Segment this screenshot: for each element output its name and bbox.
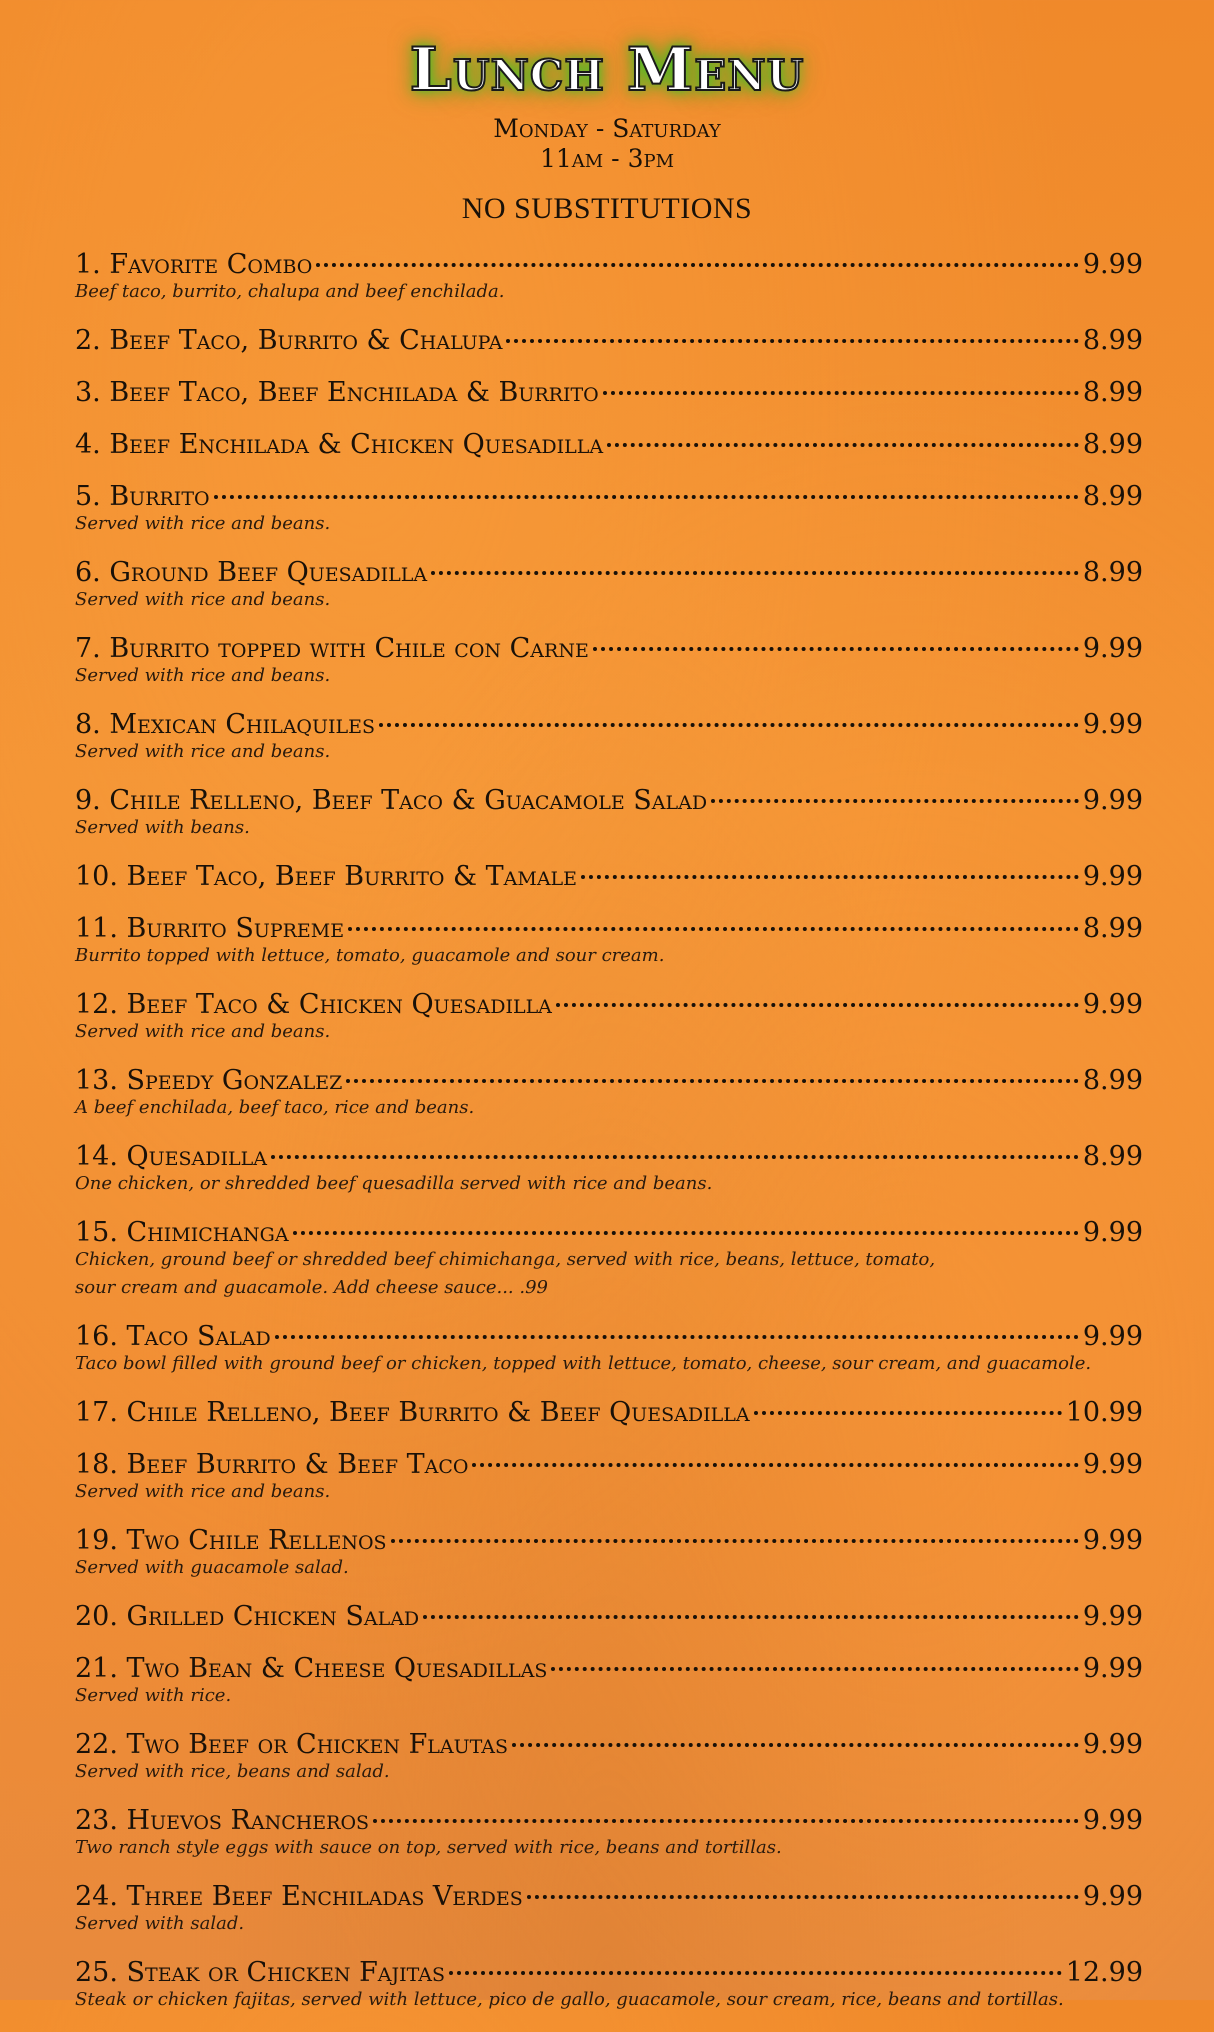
service-days: Monday - Saturday (493, 114, 721, 143)
menu-item-row (75, 784, 1143, 818)
menu-item-description: Beef taco, burrito, chalupa and beef enchilada. (75, 281, 505, 302)
menu-item (75, 632, 1143, 690)
menu-item-name: 18. Beef Burrito & Beef Taco (75, 1449, 469, 1480)
dot-leader (379, 723, 1079, 727)
menu-item-name: 19. Two Chile Rellenos (75, 1525, 387, 1556)
menu-item-name: 3. Beef Taco, Beef Enchilada & Burrito (75, 377, 599, 408)
menu-item-description: Served with beans. (75, 817, 250, 838)
no-substitutions-notice: NO SUBSTITUTIONS (461, 192, 753, 225)
menu-item-row (75, 480, 1143, 514)
menu-item-description: Served with rice and beans. (75, 1021, 331, 1042)
menu-item (75, 1804, 1143, 1862)
menu-item-name: 13. Speedy Gonzalez (75, 1065, 343, 1096)
menu-item-description: Served with rice and beans. (75, 513, 331, 534)
menu-item-name: 2. Beef Taco, Burrito & Chalupa (75, 325, 503, 356)
menu-item (75, 1064, 1143, 1122)
menu-header (0, 35, 1214, 226)
menu-item-price: 9.99 (1082, 1217, 1143, 1248)
menu-item-row (75, 1804, 1143, 1838)
dot-leader (593, 647, 1079, 651)
menu-item (75, 376, 1143, 410)
dot-leader (316, 263, 1079, 267)
dot-leader (271, 1155, 1079, 1159)
menu-item-description: Served with rice and beans. (75, 665, 331, 686)
menu-item-price: 9.99 (1082, 1805, 1143, 1836)
menu-item-name: 4. Beef Enchilada & Chicken Quesadilla (75, 429, 604, 460)
dot-leader (581, 875, 1079, 879)
menu-item-name: 1. Favorite Combo (75, 249, 313, 280)
menu-item-name: 8. Mexican Chilaquiles (75, 709, 376, 740)
page-title: Lunch Menu (409, 35, 805, 105)
menu-item-row (75, 1524, 1143, 1558)
menu-item-row (75, 1320, 1143, 1354)
menu-item-name: 12. Beef Taco & Chicken Quesadilla (75, 989, 552, 1020)
menu-item-row (75, 556, 1143, 590)
menu-item-description: A beef enchilada, beef taco, rice and beans. (75, 1097, 475, 1118)
menu-item-row (75, 1216, 1143, 1250)
dot-leader (449, 1971, 1062, 1975)
menu-item-price: 9.99 (1082, 1449, 1143, 1480)
dot-leader (275, 1335, 1079, 1339)
menu-item-name: 9. Chile Relleno, Beef Taco & Guacamole Salad (75, 785, 708, 816)
dot-leader (607, 443, 1079, 447)
menu-item-row (75, 376, 1143, 410)
menu-item-name: 22. Two Beef or Chicken Flautas (75, 1729, 509, 1760)
menu-item-price: 8.99 (1082, 325, 1143, 356)
menu-item-row (75, 1064, 1143, 1098)
menu-item-description: Burrito topped with lettuce, tomato, guacamole and sour cream. (75, 945, 665, 966)
dot-leader (527, 1895, 1079, 1899)
menu-item-name: 20. Grilled Chicken Salad (75, 1601, 420, 1632)
menu-item-row (75, 988, 1143, 1022)
menu-item-row (75, 1600, 1143, 1634)
menu-item-description: One chicken, or shredded beef quesadilla served with rice and beans. (75, 1173, 713, 1194)
menu-item (75, 912, 1143, 970)
menu-item-row (75, 912, 1143, 946)
dot-leader (711, 799, 1079, 803)
menu-item-description: Served with guacamole salad. (75, 1557, 349, 1578)
menu-item (75, 1524, 1143, 1582)
menu-item-price: 9.99 (1082, 249, 1143, 280)
menu-item-name: 17. Chile Relleno, Beef Burrito & Beef Quesadilla (75, 1397, 750, 1428)
menu-item-description: Two ranch style eggs with sauce on top, served with rice, beans and tortillas. (75, 1837, 782, 1858)
menu-item-name: 11. Burrito Supreme (75, 913, 345, 944)
menu-item-price: 12.99 (1065, 1957, 1143, 1988)
menu-item-name: 7. Burrito topped with Chile con Carne (75, 633, 589, 664)
menu-item-price: 8.99 (1082, 429, 1143, 460)
menu-item (75, 1600, 1143, 1634)
menu-item-description: Served with rice, beans and salad. (75, 1761, 390, 1782)
dot-leader (754, 1411, 1062, 1415)
menu-item-row (75, 324, 1143, 358)
dot-leader (346, 1079, 1079, 1083)
menu-item (75, 1448, 1143, 1506)
menu-item (75, 1396, 1143, 1430)
menu-item-name: 25. Steak or Chicken Fajitas (75, 1957, 446, 1988)
menu-item-row (75, 1652, 1143, 1686)
menu-item (75, 1140, 1143, 1198)
menu-item-row (75, 1880, 1143, 1914)
dot-leader (348, 927, 1079, 931)
menu-item-row (75, 1728, 1143, 1762)
menu-item-name: 16. Taco Salad (75, 1321, 271, 1352)
menu-item-description: Chicken, ground beef or shredded beef chimichanga, served with rice, beans, lettuce, tomato, sour cream and guacamole. Add cheese sauce... .99 (75, 1249, 936, 1298)
menu-item-price: 9.99 (1082, 1729, 1143, 1760)
menu-list (75, 248, 1143, 2032)
dot-leader (506, 339, 1078, 343)
menu-item (75, 248, 1143, 306)
menu-item-price: 9.99 (1082, 1653, 1143, 1684)
menu-item-row (75, 1140, 1143, 1174)
menu-item-description: Served with rice and beans. (75, 741, 331, 762)
menu-item (75, 1880, 1143, 1938)
menu-item-name: 15. Chimichanga (75, 1217, 289, 1248)
dot-leader (391, 1539, 1079, 1543)
menu-item-price: 9.99 (1082, 1601, 1143, 1632)
menu-item-price: 9.99 (1082, 989, 1143, 1020)
menu-item (75, 784, 1143, 842)
menu-item (75, 708, 1143, 766)
menu-item-row (75, 632, 1143, 666)
menu-item-name: 24. Three Beef Enchiladas Verdes (75, 1881, 523, 1912)
menu-item (75, 1320, 1143, 1378)
dot-leader (373, 1819, 1079, 1823)
menu-item-price: 8.99 (1082, 557, 1143, 588)
menu-item-name: 14. Quesadilla (75, 1141, 267, 1172)
menu-item (75, 1956, 1143, 2014)
dot-leader (556, 1003, 1079, 1007)
menu-item-price: 8.99 (1082, 1141, 1143, 1172)
menu-item-price: 9.99 (1082, 1525, 1143, 1556)
dot-leader (551, 1667, 1079, 1671)
menu-item-description: Served with rice and beans. (75, 589, 331, 610)
menu-item-price: 9.99 (1082, 1321, 1143, 1352)
menu-item-row (75, 1396, 1143, 1430)
menu-item-row (75, 248, 1143, 282)
dot-leader (423, 1615, 1079, 1619)
menu-item-name: 5. Burrito (75, 481, 210, 512)
menu-item-price: 8.99 (1082, 1065, 1143, 1096)
menu-item-price: 8.99 (1082, 377, 1143, 408)
menu-item-row (75, 428, 1143, 462)
menu-item-price: 9.99 (1082, 861, 1143, 892)
menu-item-price: 8.99 (1082, 913, 1143, 944)
dot-leader (472, 1463, 1078, 1467)
menu-item (75, 1216, 1143, 1302)
menu-item-name: 6. Ground Beef Quesadilla (75, 557, 428, 588)
dot-leader (214, 495, 1079, 499)
menu-item (75, 428, 1143, 462)
menu-item (75, 556, 1143, 614)
menu-item-price: 9.99 (1082, 785, 1143, 816)
menu-item-description: Served with rice and beans. (75, 1481, 331, 1502)
menu-item-row (75, 860, 1143, 894)
dot-leader (512, 1743, 1079, 1747)
menu-item-name: 21. Two Bean & Cheese Quesadillas (75, 1653, 548, 1684)
menu-item-price: 9.99 (1082, 1881, 1143, 1912)
menu-item-price: 8.99 (1082, 481, 1143, 512)
menu-item (75, 988, 1143, 1046)
menu-item (75, 480, 1143, 538)
menu-item (75, 860, 1143, 894)
menu-item-name: 10. Beef Taco, Beef Burrito & Tamale (75, 861, 578, 892)
dot-leader (431, 571, 1079, 575)
menu-item-row (75, 708, 1143, 742)
menu-item-description: Taco bowl filled with ground beef or chicken, topped with lettuce, tomato, cheese, sour cream, and guacamole. (75, 1353, 1092, 1374)
menu-item-row (75, 1448, 1143, 1482)
service-hours: 11am - 3pm (539, 144, 675, 173)
menu-item-row (75, 1956, 1143, 1990)
dot-leader (293, 1231, 1079, 1235)
menu-item-description: Steak or chicken fajitas, served with lettuce, pico de gallo, guacamole, sour cream, rice, beans and tortillas. (75, 1989, 1064, 2010)
menu-item-price: 9.99 (1082, 633, 1143, 664)
menu-item (75, 1728, 1143, 1786)
menu-item-price: 10.99 (1065, 1397, 1143, 1428)
menu-item (75, 1652, 1143, 1710)
menu-item (75, 324, 1143, 358)
menu-item-price: 9.99 (1082, 709, 1143, 740)
dot-leader (603, 391, 1079, 395)
menu-item-description: Served with rice. (75, 1685, 232, 1706)
menu-item-description: Served with salad. (75, 1913, 245, 1934)
menu-item-name: 23. Huevos Rancheros (75, 1805, 370, 1836)
